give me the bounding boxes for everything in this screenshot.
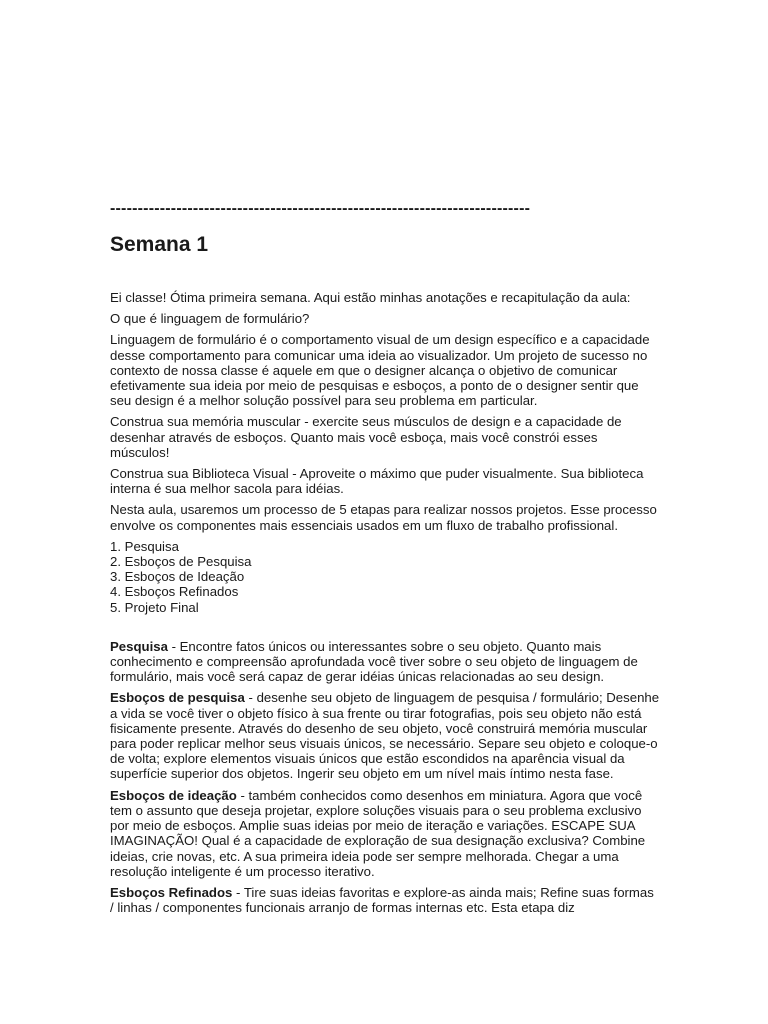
list-item: 4. Esboços Refinados	[110, 584, 239, 600]
list-item: 2. Esboços de Pesquisa	[110, 554, 252, 570]
research-sketches-paragraph	[110, 690, 660, 781]
section-text: - também conhecidos como desenhos em miniatura. Agora que você tem o assunto que deseja projetar, explore soluções visuais para o seu problema exclusivo por meio de esboços. Amplie suas ideias por meio de iteração e variações. ESCAPE SUA IMAGINAÇÃO! Qual é a capacidade de exploração de sua designação exclusiva? Combine ideias, crie novas, etc. A sua primeira ideia pode ser sempre melhorada. Chegar a uma resolução inteligente é um processo iterativo.	[110, 787, 646, 879]
muscle-memory-paragraph: Construa sua memória muscular - exercite seus músculos de design e a capacidade de desenhar através de esboços. Quanto mais você esboça, mais você constrói esses músculos!	[110, 414, 622, 460]
page-title: Semana 1	[110, 233, 209, 256]
intro-paragraph: Ei classe! Ótima primeira semana. Aqui estão minhas anotações e recapitulação da aula:	[110, 290, 631, 305]
visual-library-paragraph: Construa sua Biblioteca Visual - Aproveite o máximo que puder visualmente. Sua biblioteca interna é sua melhor sacola para idéias.	[110, 466, 644, 497]
process-paragraph: Nesta aula, usaremos um processo de 5 etapas para realizar nossos projetos. Esse processo envolve os componentes mais essenciais usados em um fluxo de trabalho profissional.	[110, 502, 657, 533]
definition-paragraph: Linguagem de formulário é o comportamento visual de um design específico e a capacidade desse comportamento para comunicar uma ideia ao visualizador. Um projeto de sucesso no contexto de nossa classe é aquele em que o designer alcança o objetivo de comunicar efetivamente sua ideia por meio de pesquisas e esboços, a ponto de o designer sentir que seu design é a melhor solução possível para seu problema em particular.	[110, 332, 650, 409]
refined-sketches-paragraph	[110, 885, 660, 915]
section-term: Esboços de ideação	[110, 787, 237, 803]
section-term: Esboços Refinados	[110, 884, 233, 900]
section-term: Esboços de pesquisa	[110, 690, 245, 706]
pesquisa-paragraph	[110, 639, 660, 685]
section-text: - Tire suas ideias favoritas e explore-as ainda mais; Refine suas formas / linhas / componentes funcionais arranjo de formas internas etc. Esta etapa diz	[110, 884, 654, 916]
list-item: 1. Pesquisa	[110, 538, 179, 554]
question-paragraph: O que é linguagem de formulário?	[110, 311, 310, 327]
list-item: 3. Esboços de Ideação	[110, 569, 245, 585]
steps-list	[110, 539, 660, 615]
list-item: 5. Projeto Final	[110, 599, 199, 615]
section-text: - desenhe seu objeto de linguagem de pesquisa / formulário; Desenhe a vida se você tiver o objeto físico à sua frente ou tirar fotografias, pois seu objeto não está fisicamente presente. Através do desenho de seu objeto, você construirá memória muscular para poder replicar melhor seus visuais únicos, se necessário. Separe seu objeto e coloque-o de volta; explore elementos visuais únicos que estão escondidos na aparência visual da superfície superior dos objetos. Ingerir seu objeto em um nível mais íntimo nesta fase.	[110, 690, 660, 782]
section-term: Pesquisa	[110, 638, 168, 654]
ideation-sketches-paragraph	[110, 788, 660, 879]
section-text: - Encontre fatos únicos ou interessantes sobre o seu objeto. Quanto mais conhecimento e compreensão aprofundada você tiver sobre o seu objeto de linguagem de formulário, mais você será capaz de gerar idéias únicas relacionadas ao seu design.	[110, 638, 638, 685]
document-page	[110, 198, 660, 915]
section-divider: ----------------------------------------------------------------------------	[110, 200, 531, 217]
